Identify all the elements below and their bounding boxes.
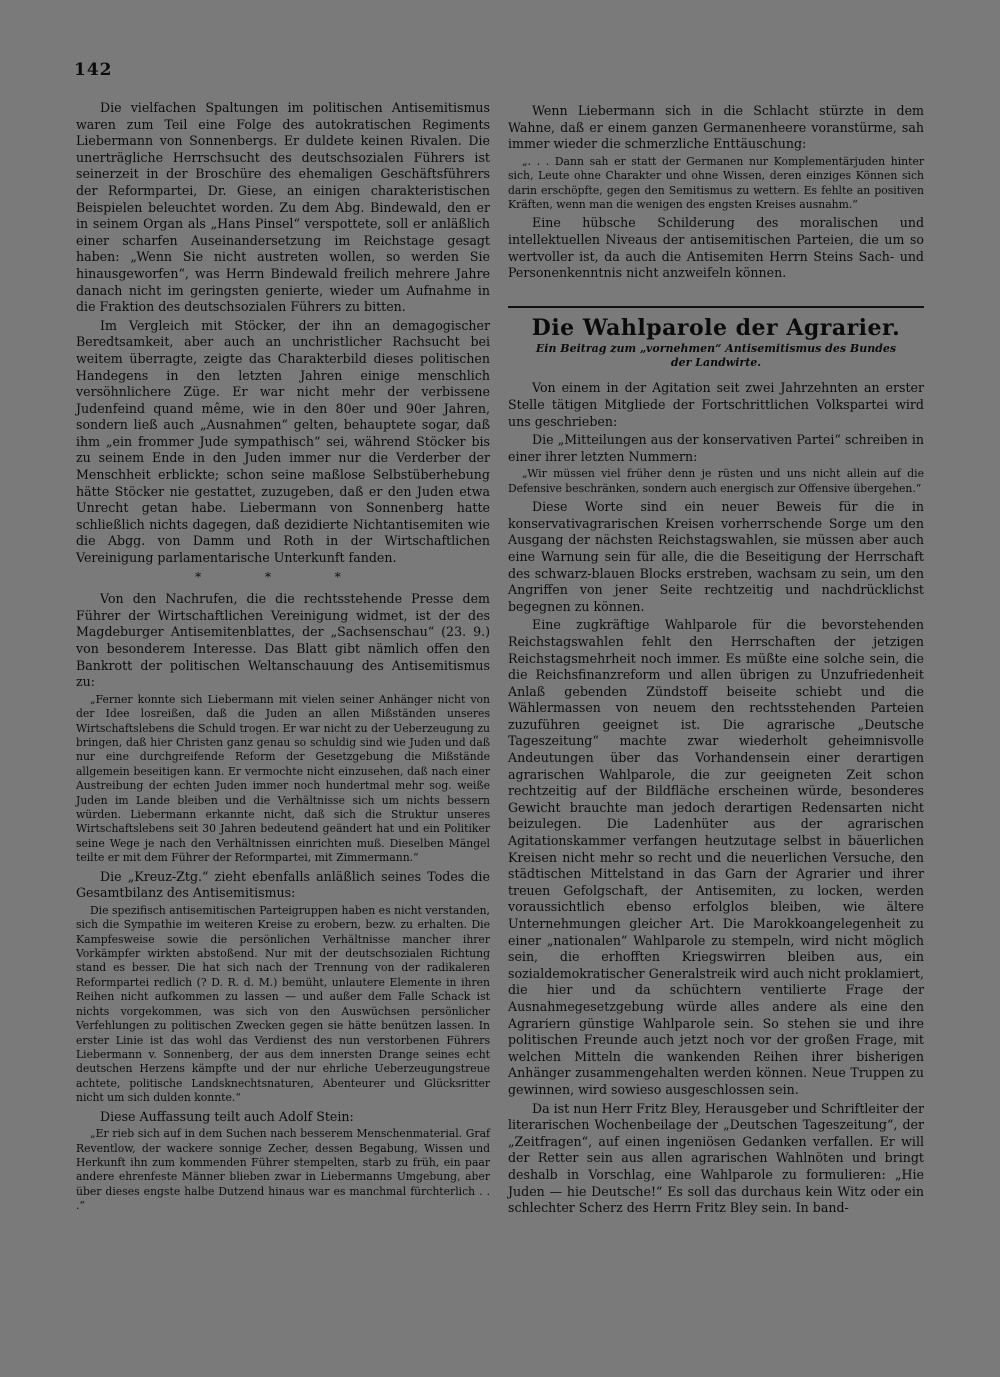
paragraph: Die „Mitteilungen aus der konservativen Partei“ schreiben in einer ihrer letzten Nummern: <box>508 432 924 464</box>
page-number: 142 <box>74 60 113 80</box>
section-rule <box>508 306 924 308</box>
quotation: „. . . Dann sah er statt der Germanen nur Komplementärjuden hinter sich, Leute ohne Charakter und ohne Wissen, deren einziges Können sich darin erschöpfte, gegen den Semitismus zu wettern. Es fehlte an positiven Kräften, wenn man die wenigen des engsten Kreises ausnahm.“ <box>508 154 924 211</box>
paragraph: Wenn Liebermann sich in die Schlacht stürzte in dem Wahne, daß er einem ganzen Germanenheere voranstürme, sah immer wieder die schmerzliche Enttäuschung: <box>508 103 924 152</box>
paragraph: Da ist nun Herr Fritz Bley, Herausgeber und Schriftleiter der literarischen Wochenbeilage der „Deutschen Tageszeitung“, der „Zeitfragen“, auf einen ingeniösen Gedanken verfallen. Er will der Retter sein aus allen agrarischen Wahlnöten und bringt deshalb in Vorschlag, eine Wahlparole zu formulieren: „Hie Juden — hie Deutsche!“ Es soll das durchaus kein Witz oder ein schlechter Scherz des Herrn Fritz Bley sein. In band- <box>508 1100 924 1216</box>
paragraph: Eine zugkräftige Wahlparole für die bevorstehenden Reichstagswahlen fehlt den Herrschaften der jetzigen Reichstagsmehrheit noch immer. Es müßte eine solche sein, die die Reichsfinanzreform und allen übrigen zu Unzufriedenheit Anlaß gebenden Zündstoff beiseite schiebt und die Wählermassen von neuem den rechtsstehenden Parteien zuzuführen geeignet ist. Die agrarische „Deutsche Tageszeitung“ machte zwar wiederholt geheimnisvolle Andeutungen über das Vorhandensein einer derartigen agrarischen Wahlparole, die zur geeigneten Zeit schon rechtzeitig auf der Bildfläche erscheinen würde, besonderes Gewicht brauchte man jedoch derartigen Redensarten nicht beizulegen. Die Ladenhüter aus der agrarischen Agitationskammer verfangen heutzutage selbst in bäuerlichen Kreisen nicht mehr so recht und die neuerlichen Versuche, den städtischen Mittelstand in das Garn der Agrarier und ihrer treuen Gefolgschaft, der Antisemiten, zu locken, werden voraussichtlich ebenso erfolglos bleiben, wie ältere Unternehmungen gleicher Art. Die Marokkoangelegenheit zu einer „nationalen“ Wahlparole zu stempeln, wird nicht möglich sein, die erhofften Kriegswirren bleiben aus, ein sozialdemokratischer Generalstreik wird auch nicht proklamiert, die hier und da schüchtern ventilierte Frage der Ausnahmegesetzgebung würde alles andere als eine den Agrariern günstige Wahlparole sein. So stehen sie und ihre politischen Freunde auch jetzt noch vor der großen Frage, mit welchen Mitteln die wankenden Reihen ihrer bisherigen Anhänger zusammengehalten werden können. Neue Truppen zu gewinnen, wird sowieso ausgeschlossen sein. <box>508 617 924 1097</box>
quotation: „Wir müssen viel früher denn je rüsten und uns nicht allein auf die Defensive beschränken, sondern auch energisch zur Offensive übergehen.“ <box>508 467 924 495</box>
article-subheadline: Ein Beitrag zum „vornehmen“ Antisemitismus des Bundes der Landwirte. <box>535 342 897 370</box>
quotation: „Er rieb sich auf in dem Suchen nach besserem Menschenmaterial. Graf Reventlow, der wackere sonnige Zecher, dessen Begabung, Wissen und Herkunft ihn zum kommenden Führer stempelten, starb zu früh, ein paar andere ehrenfeste Männer blieben zwar in Liebermanns Umgebung, aber über dieses engste halbe Dutzend hinaus war es manchmal fürchterlich . . .“ <box>76 1127 490 1213</box>
paragraph: Diese Worte sind ein neuer Beweis für die in konservativagrarischen Kreisen vorherrschende Sorge um den Ausgang der nächsten Reichstagswahlen, sie müssen aber auch eine Warnung sein für alle, die die Beseitigung der Herrschaft des schwarz-blauen Blocks erstreben, wachsam zu sein, um den Angriffen von jener Seite rechtzeitig und nachdrücklichst begegnen zu können. <box>508 499 924 614</box>
paragraph: Eine hübsche Schilderung des moralischen und intellektuellen Niveaus der antisemitischen Parteien, die um so wertvoller ist, da auch die Antisemiten Herrn Steins Sach- und Personenkenntnis nicht anzweifeln können. <box>508 215 924 281</box>
paragraph: Von den Nachrufen, die die rechtsstehende Presse dem Führer der Wirtschaftlichen Vereinigung widmet, ist der des Magdeburger Antisemitenblattes, der „Sachsenschau“ (23. 9.) von besonderem Interesse. Das Blatt gibt nämlich offen den Bankrott der politischen Weltanschauung des Antisemitismus zu: <box>76 591 490 690</box>
paragraph: Diese Auffassung teilt auch Adolf Stein: <box>100 1108 354 1124</box>
left-column <box>76 100 490 1217</box>
quotation: „Ferner konnte sich Liebermann mit vielen seiner Anhänger nicht von der Idee losreißen, daß die Juden an allen Mißständen unseres Wirtschaftslebens die Schuld trogen. Er war nicht zu der Ueberzeugung zu bringen, daß hier Christen ganz genau so schuldig sind wie Juden und daß nur eine durchgreifende Reform der Gesetzgebung die Mißstände allgemein beseitigen kann. Er vermochte nicht einzusehen, daß nach einer Austreibung der echten Juden immer noch hundertmal mehr sog. weiße Juden im Lande bleiben und die Verhältnisse sich um nichts bessern würden. Liebermann erkannte nicht, daß sich die Struktur unseres Wirtschaftslebens seit 30 Jahren bedeutend geändert hat und ein Politiker seine Wege je nach den Verhältnissen einrichten muß. Dieselben Mängel teilte er mit dem Führer der Reformpartei, mit Zimmermann.“ <box>76 692 490 865</box>
quotation: Die spezifisch antisemitischen Parteigruppen haben es nicht verstanden, sich die Sympathie im weiteren Kreise zu erobern, bezw. zu erhalten. Die Kampfesweise sowie die persönlichen Verhältnisse mancher ihrer Vorkämpfer wirkten abstoßend. Nur mit der deutschsozialen Richtung stand es besser. Die hat sich nach der Trennung von der radikaleren Reformpartei redlich (? D. R. d. M.) bemüht, unlautere Elemente in ihren Reihen nicht aufkommen zu lassen — und außer dem Falle Schack ist nichts vorgekommen, was sich von den Auswüchsen persönlicher Verfehlungen zu politischen Zwecken gegen sie hätte benützen lassen. In erster Linie ist das wohl das Verdienst des nun verstorbenen Führers Liebermann v. Sonnenberg, der aus dem innersten Drange seines echt deutschen Herzens kämpfte und der nur ehrliche Ueberzeugungstreue achtete, politische Landsknechtsnaturen, Abenteurer und Glücksritter nicht um sich dulden konnte.“ <box>76 903 490 1105</box>
article-headline: Die Wahlparole der Agrarier. <box>531 314 901 341</box>
paragraph: Die „Kreuz-Ztg.“ zieht ebenfalls anläßlich seines Todes die Gesamtbilanz des Antisemitismus: <box>76 868 490 901</box>
section-divider-stars: * * * <box>195 569 371 584</box>
paragraph: Die vielfachen Spaltungen im politischen Antisemitismus waren zum Teil eine Folge des autokratischen Regiments Liebermann von Sonnenbergs. Er duldete keinen Rivalen. Die unerträgliche Herrschsucht des deutschsozialen Führers ist seinerzeit in der Broschüre des ehemaligen Geschäftsführers der Reformpartei, Dr. Giese, an einigen charakteristischen Beispielen beleuchtet worden. Zu dem Abg. Bindewald, den er in seinem Organ als „Hans Pinsel“ verspottete, soll er anläßlich einer scharfen Auseinandersetzung im Reichstage gesagt haben: „Wenn Sie nicht austreten wollen, so werden Sie hinausgeworfen“, was Herrn Bindewald freilich mehrere Jahre danach nicht im geringsten genierte, wieder um Aufnahme in die Fraktion des deutschsozialen Führers zu bitten. <box>76 100 490 315</box>
paragraph: Im Vergleich mit Stöcker, der ihn an demagogischer Beredtsamkeit, aber auch an unchristlicher Rachsucht bei weitem überragte, zeigte das Charakterbild dieses politischen Handegens in den letzten Jahren einige menschlich versöhnlichere Züge. Er war nicht mehr der verbissene Judenfeind quand même, wie in den 80er und 90er Jahren, sondern ließ auch „Ausnahmen“ gelten, behauptete sogar, daß ihm „ein frommer Jude sympathisch“ sei, während Stöcker bis zu seinem Ende in den Juden immer nur die Verderber der Menschheit erblickte; schon seine maßlose Selbstüberhebung hätte Stöcker nie gestattet, zuzugeben, daß er den Juden etwa Unrecht getan habe. Liebermann von Sonnenberg hatte schließlich nichts dagegen, daß dezidierte Nichtantisemiten wie die Abgg. von Damm und Roth in der Wirtschaftlichen Vereinigung parlamentarische Unterkunft fanden. <box>76 317 490 566</box>
right-column <box>508 103 924 1219</box>
paragraph: Von einem in der Agitation seit zwei Jahrzehnten an erster Stelle tätigen Mitgliede der Fortschrittlichen Volkspartei wird uns geschrieben: <box>508 380 924 429</box>
